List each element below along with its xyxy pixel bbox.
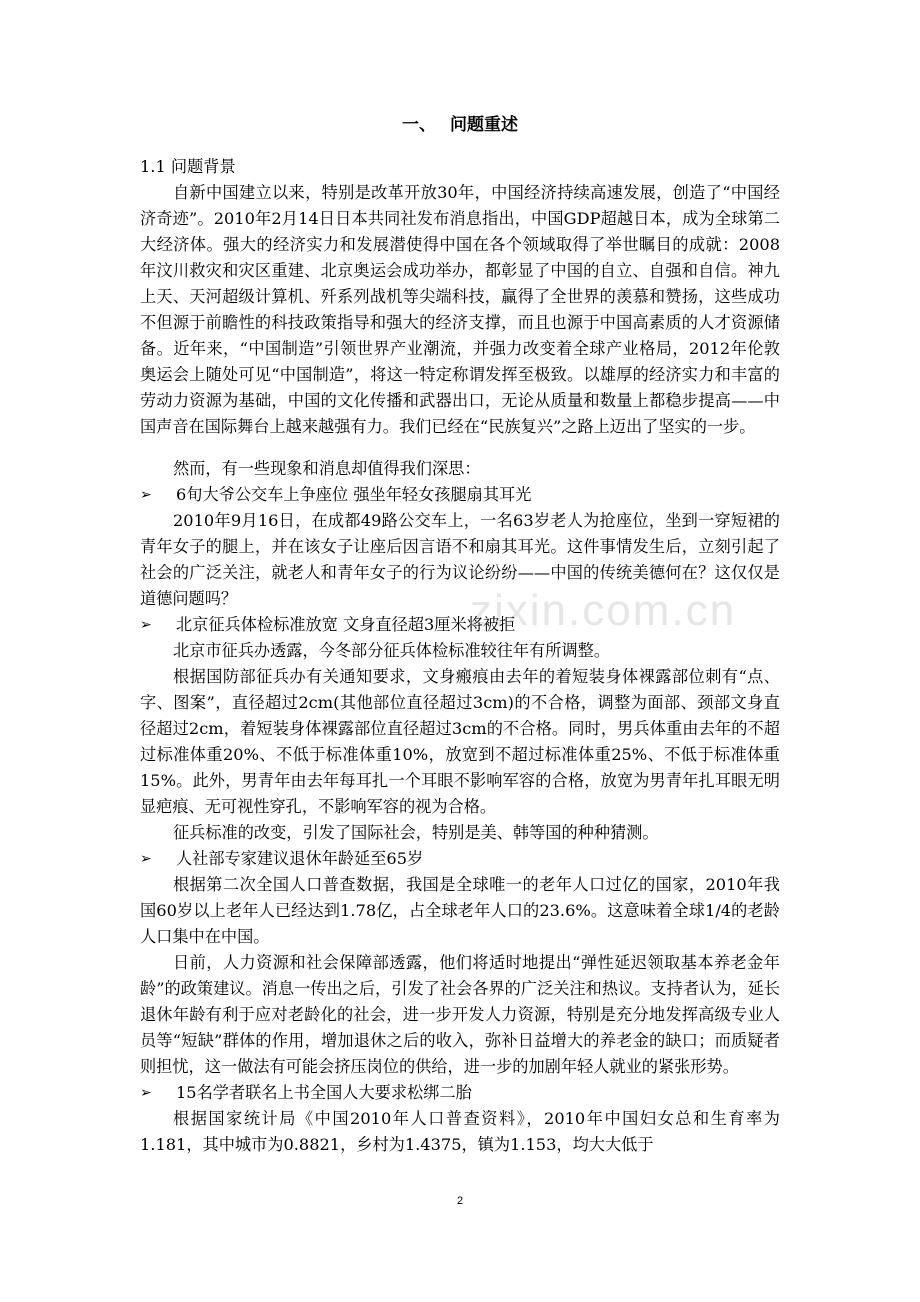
bullet-text: 6旬大爷公交车上争座位 强坐年轻女孩腿扇其耳光 — [176, 485, 532, 504]
paragraph: 自新中国建立以来，特别是改革开放30年，中国经济持续高速发展，创造了“中国经济奇迹”。2010年2月14日日本共同社发布消息指出，中国GDP超越日本，成为全球第二大经济体。强大的经济实力和发展潜使得中国在各个领域取得了举世瞩目的成就：2008年汶川救灾和灾区重建、北京奥运会成功举办，都彰显了中国的自立、自强和自信。神九上天、天河超级计算机、歼系列战机等尖端科技，赢得了全世界的羡慕和赞扬，这些成功不但源于前瞻性的科技政策指导和强大的经济支撑，而且也源于中国高素质的人才资源储备。近年来，“中国制造”引领世界产业潮流，并强力改变着全球产业格局，2012年伦敦奥运会上随处可见“中国制造”，将这一特定称谓发挥至极致。以雄厚的经济实力和丰富的劳动力资源为基础，中国的文化传播和武器出口，无论从质量和数量上都稳步提高——中国声音在国际舞台上越来越强有力。我们已经在“民族复兴”之路上迈出了坚实的一步。 — [140, 183, 780, 436]
bullet-text: 北京征兵体检标准放宽 文身直径超3厘米将被拒 — [176, 615, 516, 634]
watermark: zixin.com.cn — [470, 586, 737, 635]
arrow-bullet-icon: ➢ — [140, 1085, 152, 1101]
paragraph: 然而，有一些现象和消息却值得我们深思： — [173, 459, 481, 478]
bullet-text: 人社部专家建议退休年龄延至65岁 — [176, 849, 424, 868]
section-heading: 一、 问题重述 — [402, 115, 518, 135]
arrow-bullet-icon: ➢ — [140, 851, 152, 867]
paragraph: 日前，人力资源和社会保障部透露，他们将适时地提出“弹性延迟领取基本养老金年龄”的政策建议。消息一传出之后，引发了社会各界的广泛关注和热议。支持者认为，延长退休年龄有利于应对老龄化的社会，进一步开发人力资源，特别是充分地发挥高级专业人员等“短缺”群体的作用，增加退休之后的收入，弥补日益增大的养老金的缺口；而质疑者则担忧，这一做法有可能会挤压岗位的供给，进一步的加剧年轻人就业的紧张形势。 — [140, 953, 780, 1076]
paragraph: 根据国家统计局《中国2010年人口普查资料》，2010年中国妇女总和生育率为1.181，其中城市为0.8821，乡村为1.4375，镇为1.153，均大大低于 — [140, 1109, 780, 1154]
arrow-bullet-icon: ➢ — [140, 617, 152, 633]
paragraph: 征兵标准的改变，引发了国际社会，特别是美、韩等国的种种猜测。 — [173, 823, 659, 842]
bullet-item — [140, 482, 780, 508]
bullet-text: 15名学者联名上书全国人大要求松绑二胎 — [176, 1083, 472, 1102]
bullet-item — [140, 846, 780, 872]
arrow-bullet-icon: ➢ — [140, 487, 152, 503]
document-body — [140, 112, 780, 1158]
bullet-item — [140, 1080, 780, 1106]
paragraph: 2010年9月16日，在成都49路公交车上，一名63岁老人为抢座位，坐到一穿短裙的青年女子的腿上，并在该女子让座后因言语不和扇其耳光。这件事情发生后，立刻引起了社会的广泛关注，就老人和青年女子的行为议论纷纷——中国的传统美德何在？这仅仅是道德问题吗？ — [140, 511, 780, 608]
bullet-item — [140, 612, 780, 638]
page-number: 2 — [456, 1195, 464, 1207]
paragraph: 根据第二次全国人口普查数据，我国是全球唯一的老年人口过亿的国家，2010年我国60岁以上老年人已经达到1.78亿，占全球老年人口的23.6%。这意味着全球1/4的老龄人口集中在中国。 — [140, 875, 780, 946]
paragraph: 根据国防部征兵办有关通知要求，文身瘢痕由去年的着短装身体裸露部位刺有“点、字、图案”，直径超过2cm(其他部位直径超过3cm)的不合格，调整为面部、颈部文身直径超过2cm，着短装身体裸露部位直径超过3cm的不合格。同时，男兵体重由去年的不超过标准体重20%、不低于标准体重10%，放宽到不超过标准体重25%、不低于标准体重15%。此外，男青年由去年每耳扎一个耳眼不影响军容的合格，放宽为男青年扎耳眼无明显疤痕、无可视性穿孔，不影响军容的视为合格。 — [140, 667, 780, 816]
paragraph: 北京市征兵办透露，今冬部分征兵体检标准较往年有所调整。 — [173, 641, 611, 660]
subsection-heading: 1.1 问题背景 — [140, 157, 236, 176]
